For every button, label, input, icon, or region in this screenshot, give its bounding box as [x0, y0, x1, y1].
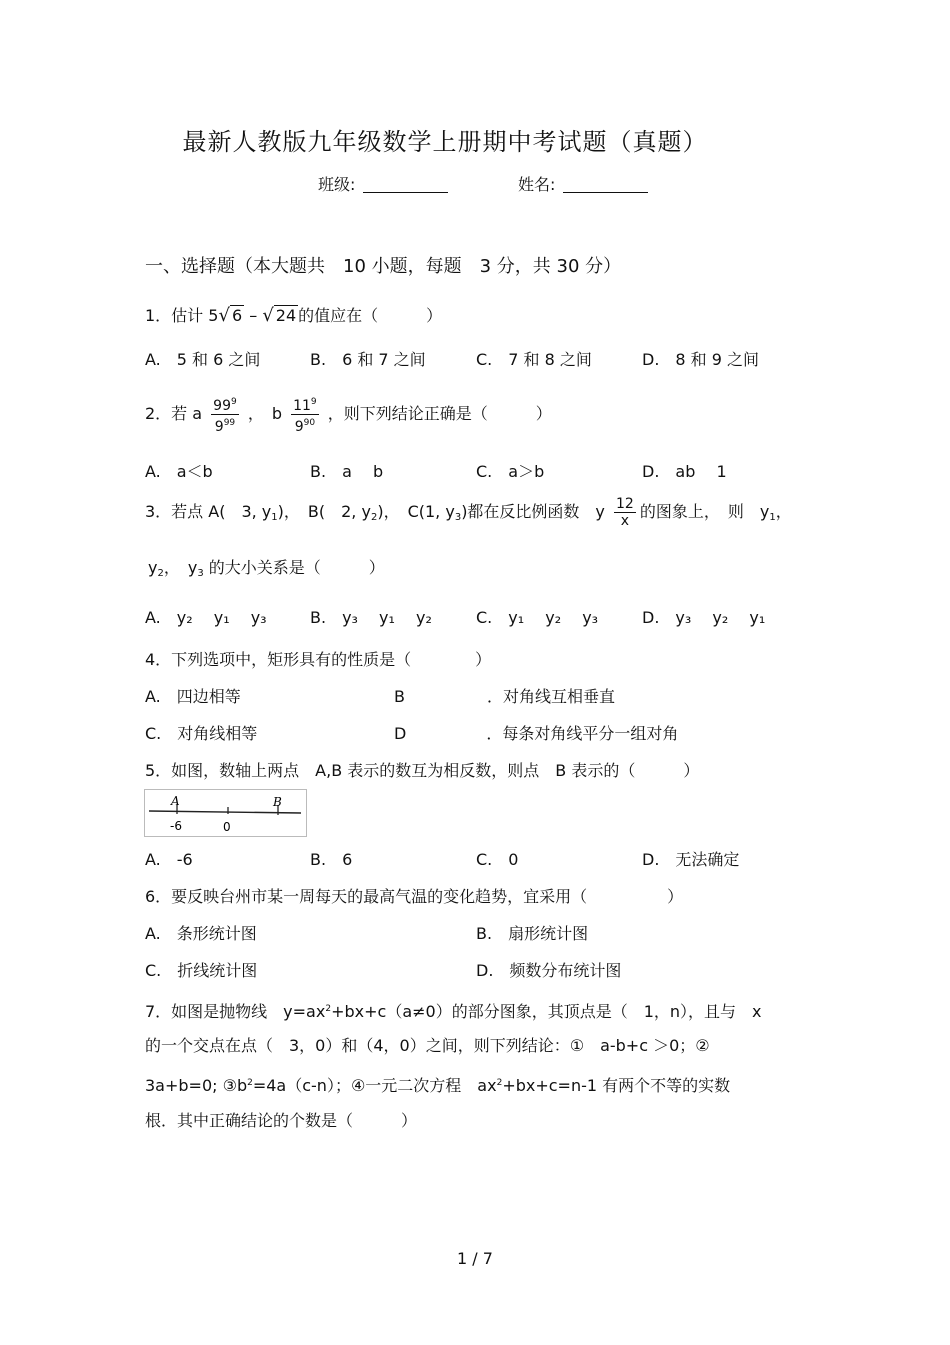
q3-f-num: 12: [616, 496, 634, 512]
q2-option-b[interactable]: B. a b: [310, 462, 384, 481]
q3-fraction: [614, 496, 636, 529]
class-field: [318, 174, 448, 196]
q2-f2-den: 9: [294, 419, 304, 435]
question-6: 6．要反映台州市某一周每天的最高气温的变化趋势，宜采用（ ）: [145, 887, 684, 906]
question-7-line-4: 根．其中正确结论的个数是（ ）: [145, 1111, 418, 1130]
q1-minus: –: [249, 306, 258, 325]
q6-option-b[interactable]: B. 扇形统计图: [476, 924, 589, 943]
q6-option-a[interactable]: A. 条形统计图: [145, 924, 257, 943]
q1-option-c[interactable]: C. 7 和 8 之间: [476, 350, 592, 369]
q4-option-d[interactable]: [394, 723, 678, 745]
q2-f2-num-exp: 9: [310, 397, 317, 407]
q2-f2-num: 11: [293, 398, 311, 414]
q7-l3-a: 3a+b=0; ③b: [145, 1076, 248, 1095]
question-3-line-2: [148, 557, 385, 585]
q2-f1-den-exp: 99: [223, 418, 236, 428]
label-minus-6: -6: [170, 819, 182, 833]
q2-stem-b: ，则下列结论正确是（ ）: [327, 404, 552, 423]
q3-l2-a: y: [148, 558, 158, 577]
question-5: 5．如图，数轴上两点 A,B 表示的数互为相反数，则点 B 表示的（ ）: [145, 761, 700, 780]
q2-option-d[interactable]: D. ab 1: [642, 462, 727, 481]
q2-mid: ， b: [247, 404, 282, 423]
q2-option-a[interactable]: A. a＜b: [145, 462, 213, 481]
q3-sub-5: 1: [769, 512, 776, 523]
q2-option-c[interactable]: C. a＞b: [476, 462, 545, 481]
label-b: B: [273, 795, 282, 809]
question-7-line-3: [145, 1072, 730, 1097]
section-heading: 一、选择题（本大题共 10 小题，每题 3 分，共 30 分）: [145, 256, 622, 277]
q7-l3-sup2: 2: [496, 1078, 503, 1088]
question-7-line-1: [145, 998, 762, 1023]
number-line-svg: [145, 790, 306, 836]
q1-option-d[interactable]: D. 8 和 9 之间: [642, 350, 760, 369]
q7-l1-a: 7．如图是抛物线 y=ax: [145, 1002, 326, 1021]
q5-option-c[interactable]: C. 0: [476, 850, 519, 869]
sqrt-6: √ 6: [218, 305, 243, 326]
q4-option-c[interactable]: C. 对角线相等: [145, 724, 258, 743]
question-1: [145, 305, 442, 327]
q1-stem-a: 1．估计 5: [145, 306, 219, 325]
q3-option-a[interactable]: A. y₂ y₁ y₃: [145, 608, 267, 627]
q2-f1-num-exp: 9: [231, 397, 237, 407]
q3-text-3: )， C(1, y: [377, 502, 455, 521]
q1-radicand-1: 6: [231, 306, 243, 325]
q1-radicand-2: 24: [275, 306, 297, 325]
q1-stem-b: 的值应在（ ）: [298, 306, 443, 325]
q3-sub-1: 1: [271, 512, 278, 523]
q7-l1-b: +bx+c（a≠0）的部分图象，其顶点是（ 1，n），且与 x: [331, 1002, 762, 1021]
q6-option-c[interactable]: C. 折线统计图: [145, 961, 258, 980]
q3-sub-3: 3: [454, 512, 462, 523]
q5-option-b[interactable]: B. 6: [310, 850, 353, 869]
q4-d-letter: D: [394, 724, 407, 743]
q7-l3-sup: 2: [247, 1078, 253, 1088]
question-7-line-2: 的一个交点在点（ 3，0）和（4，0）之间，则下列结论：① a-b+c ＞0；②: [145, 1036, 710, 1055]
page-title: 最新人教版九年级数学上册期中考试题（真题）: [182, 128, 708, 156]
q3-l2-b: ， y: [163, 558, 198, 577]
q3-f-den: x: [620, 513, 630, 529]
name-field: [518, 174, 648, 196]
name-blank[interactable]: [563, 176, 648, 193]
question-3: [145, 496, 792, 529]
q2-fraction-b: [291, 394, 319, 435]
label-zero: 0: [223, 820, 231, 834]
q3-text-1: 3．若点 A( 3, y: [145, 502, 272, 521]
q1-option-b[interactable]: B. 6 和 7 之间: [310, 350, 426, 369]
q2-fraction-a: [211, 394, 239, 435]
q3-text-2: )， B( 2, y: [277, 502, 371, 521]
q7-l1-sup: 2: [325, 1004, 332, 1014]
q2-f1-den: 9: [214, 419, 224, 435]
q5-option-d[interactable]: D. 无法确定: [642, 850, 740, 869]
q5-option-a[interactable]: A. -6: [145, 850, 193, 869]
q3-text-5: 的图象上， 则 y: [639, 502, 770, 521]
q4-b-text: ．对角线互相垂直: [486, 687, 615, 706]
q3-text-4: )都在反比例函数 y: [461, 502, 605, 521]
q3-l2-sub-1: 2: [157, 568, 164, 579]
q6-option-d[interactable]: D. 频数分布统计图: [476, 961, 622, 980]
label-a: A: [171, 794, 180, 808]
q3-option-d[interactable]: D. y₃ y₂ y₁: [642, 608, 766, 627]
q4-option-b[interactable]: [394, 686, 615, 708]
q2-f2-den-exp: 90: [303, 418, 316, 428]
q3-l2-sub-2: 3: [197, 568, 204, 579]
question-2: [145, 394, 552, 435]
q3-text-6: ，: [775, 502, 792, 521]
q2-stem-a: 2．若 a: [145, 404, 203, 423]
q3-option-b[interactable]: B. y₃ y₁ y₂: [310, 608, 432, 627]
number-line-figure: [144, 789, 307, 837]
q4-option-a[interactable]: A. 四边相等: [145, 687, 241, 706]
q2-f1-num: 99: [213, 398, 231, 414]
q1-option-a[interactable]: A. 5 和 6 之间: [145, 350, 261, 369]
q3-sub-2: 2: [370, 512, 378, 523]
q3-option-c[interactable]: C. y₁ y₂ y₃: [476, 608, 599, 627]
q3-l2-c: 的大小关系是（ ）: [203, 558, 385, 577]
page-number: 1 / 7: [457, 1249, 493, 1268]
q4-d-text: ．每条对角线平分一组对角: [486, 724, 679, 743]
q4-b-letter: B: [394, 687, 405, 706]
sqrt-24: √ 24: [262, 305, 297, 326]
name-label: 姓名:: [518, 175, 556, 194]
q7-l3-b: =4a（c-n）；④一元二次方程 ax: [252, 1076, 497, 1095]
question-4: 4．下列选项中，矩形具有的性质是（ ）: [145, 650, 492, 669]
class-label: 班级:: [318, 175, 356, 194]
class-blank[interactable]: [363, 176, 448, 193]
q7-l3-c: +bx+c=n-1 有两个不等的实数: [502, 1076, 731, 1095]
